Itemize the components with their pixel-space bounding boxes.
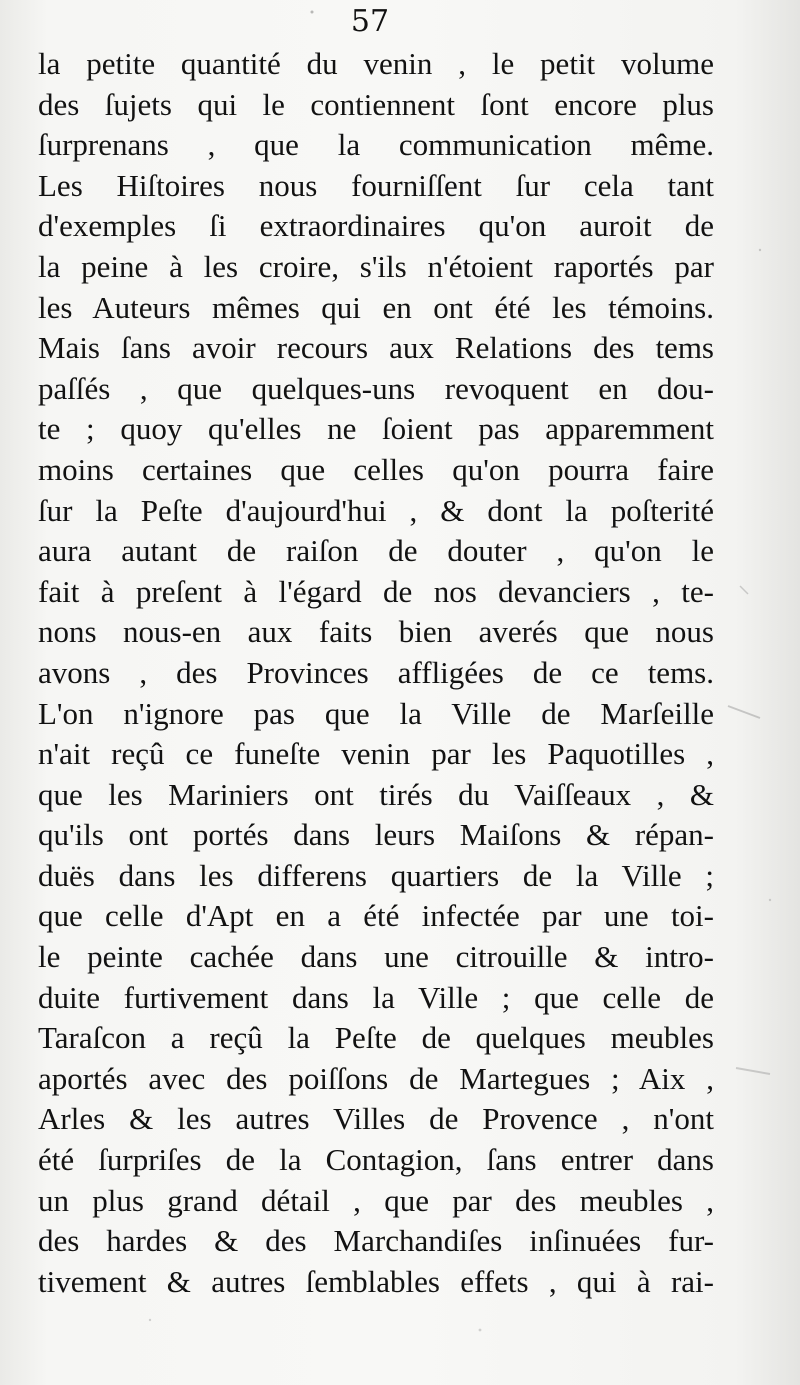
page-number: 57 — [350, 4, 390, 39]
text-line: fait à preſent à l'égard de nos devanciers , te- — [38, 573, 714, 609]
text-line: moins certaines que celles qu'on pourra faire — [38, 451, 714, 487]
text-line: paſſés , que quelques-uns revoquent en dou- — [38, 370, 714, 406]
text-line: aportés avec des poiſſons de Martegues ; Aix , — [38, 1060, 714, 1096]
text-line: Les Hiſtoires nous fourniſſent ſur cela tant — [38, 167, 714, 203]
text-line: la petite quantité du venin , le petit volume — [38, 46, 714, 81]
text-line: un plus grand détail , que par des meubles , — [38, 1182, 714, 1218]
text-line: les Auteurs mêmes qui en ont été les témoins. — [38, 289, 714, 325]
text-line: Taraſcon a reçû la Peſte de quelques meubles — [38, 1020, 714, 1056]
text-line: te ; quoy qu'elles ne ſoient pas apparemment — [38, 411, 714, 447]
text-line: duës dans les differens quartiers de la Ville ; — [38, 857, 714, 893]
text-line: n'ait reçû ce funeſte venin par les Paquotilles , — [38, 736, 714, 772]
text-line: la peine à les croire, s'ils n'étoient raportés par — [38, 248, 714, 284]
text-line: été ſurpriſes de la Contagion, ſans entrer dans — [38, 1142, 714, 1178]
text-line: avons , des Provinces affligées de ce tems. — [38, 654, 714, 690]
text-line: le peinte cachée dans une citrouille & intro- — [38, 939, 714, 975]
text-line: qu'ils ont portés dans leurs Maiſons & répan- — [38, 817, 714, 853]
text-line: L'on n'ignore pas que la Ville de Marſeille — [38, 695, 714, 731]
text-line: Mais ſans avoir recours aux Relations des tems — [38, 330, 714, 366]
text-line: que celle d'Apt en a été infectée par une toi- — [38, 898, 714, 934]
text-line: Arles & les autres Villes de Provence , n'ont — [38, 1101, 714, 1137]
text-line: aura autant de raiſon de douter , qu'on le — [38, 533, 714, 569]
text-line: des hardes & des Marchandiſes inſinuées fur- — [38, 1223, 714, 1259]
text-line: ſur la Peſte d'aujourd'hui , & dont la poſterité — [38, 492, 714, 528]
text-line: que les Mariniers ont tirés du Vaiſſeaux , & — [38, 776, 714, 812]
text-line: ſurprenans , que la communication même. — [38, 127, 714, 163]
text-line: duite furtivement dans la Ville ; que celle de — [38, 979, 714, 1015]
text-line: d'exemples ſi extraordinaires qu'on auroit de — [38, 208, 714, 244]
body-text — [38, 44, 714, 1302]
text-line: des ſujets qui le contiennent ſont encore plus — [38, 86, 714, 122]
text-line: tivement & autres ſemblables effets , qui à rai- — [38, 1263, 714, 1299]
text-line: nons nous-en aux faits bien averés que nous — [38, 614, 714, 650]
